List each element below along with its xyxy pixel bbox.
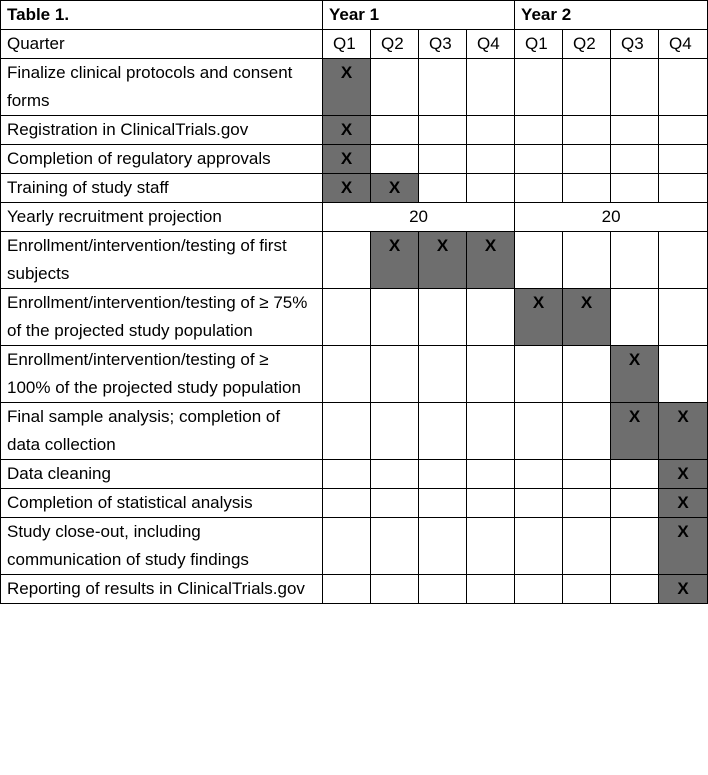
empty-cell: [563, 403, 611, 460]
scheduled-mark: X: [419, 232, 467, 289]
empty-cell: [611, 59, 659, 116]
task-label: Enrollment/intervention/testing of ≥ 75% of the projected study population: [1, 289, 323, 346]
empty-cell: [515, 116, 563, 145]
empty-cell: [467, 145, 515, 174]
empty-cell: [371, 59, 419, 116]
empty-cell: [371, 289, 419, 346]
table-row: [1, 59, 708, 116]
task-label: Enrollment/intervention/testing of first subjects: [1, 232, 323, 289]
empty-cell: [515, 575, 563, 604]
scheduled-mark: X: [659, 575, 708, 604]
empty-cell: [659, 289, 708, 346]
table-row: [1, 346, 708, 403]
empty-cell: [563, 59, 611, 116]
table-row: [1, 289, 708, 346]
task-label: Reporting of results in ClinicalTrials.gov: [1, 575, 323, 604]
empty-cell: [371, 518, 419, 575]
empty-cell: [659, 116, 708, 145]
quarter-header: Q2: [563, 30, 611, 59]
empty-cell: [371, 346, 419, 403]
empty-cell: [611, 174, 659, 203]
table-row: [1, 145, 708, 174]
quarter-header: Q1: [323, 30, 371, 59]
empty-cell: [419, 59, 467, 116]
scheduled-mark: X: [515, 289, 563, 346]
empty-cell: [515, 59, 563, 116]
quarter-header-row: [1, 30, 708, 59]
task-rows: [1, 59, 708, 604]
empty-cell: [611, 489, 659, 518]
year-1-header: Year 1: [323, 1, 515, 30]
table-row: [1, 489, 708, 518]
recruitment-projection-year-1: 20: [323, 203, 515, 232]
empty-cell: [323, 403, 371, 460]
empty-cell: [563, 489, 611, 518]
empty-cell: [323, 575, 371, 604]
scheduled-mark: X: [563, 289, 611, 346]
empty-cell: [467, 489, 515, 518]
empty-cell: [659, 174, 708, 203]
table-row: [1, 575, 708, 604]
task-label: Final sample analysis; completion of data collection: [1, 403, 323, 460]
task-label: Study close-out, including communication of study findings: [1, 518, 323, 575]
task-label: Data cleaning: [1, 460, 323, 489]
task-label: Completion of regulatory approvals: [1, 145, 323, 174]
empty-cell: [611, 575, 659, 604]
quarter-header: Q4: [659, 30, 708, 59]
year-header-row: [1, 1, 708, 30]
empty-cell: [371, 575, 419, 604]
scheduled-mark: X: [659, 460, 708, 489]
empty-cell: [419, 346, 467, 403]
task-label: Completion of statistical analysis: [1, 489, 323, 518]
empty-cell: [467, 346, 515, 403]
task-label: Yearly recruitment projection: [1, 203, 323, 232]
year-2-header: Year 2: [515, 1, 708, 30]
quarter-header: Q2: [371, 30, 419, 59]
scheduled-mark: X: [659, 489, 708, 518]
quarter-header: Q3: [419, 30, 467, 59]
empty-cell: [323, 289, 371, 346]
empty-cell: [467, 403, 515, 460]
table-row: [1, 203, 708, 232]
empty-cell: [563, 232, 611, 289]
empty-cell: [419, 116, 467, 145]
quarter-header: Q4: [467, 30, 515, 59]
empty-cell: [419, 403, 467, 460]
empty-cell: [419, 575, 467, 604]
task-label: Enrollment/intervention/testing of ≥ 100% of the projected study population: [1, 346, 323, 403]
empty-cell: [515, 460, 563, 489]
empty-cell: [467, 116, 515, 145]
empty-cell: [563, 460, 611, 489]
empty-cell: [611, 518, 659, 575]
empty-cell: [323, 346, 371, 403]
empty-cell: [467, 575, 515, 604]
empty-cell: [467, 174, 515, 203]
empty-cell: [323, 518, 371, 575]
table-row: [1, 174, 708, 203]
empty-cell: [515, 174, 563, 203]
task-label: Finalize clinical protocols and consent forms: [1, 59, 323, 116]
empty-cell: [515, 403, 563, 460]
empty-cell: [419, 145, 467, 174]
scheduled-mark: X: [611, 346, 659, 403]
empty-cell: [563, 174, 611, 203]
empty-cell: [419, 174, 467, 203]
empty-cell: [611, 460, 659, 489]
empty-cell: [371, 460, 419, 489]
empty-cell: [371, 489, 419, 518]
table-row: [1, 518, 708, 575]
scheduled-mark: X: [323, 145, 371, 174]
empty-cell: [611, 116, 659, 145]
empty-cell: [323, 232, 371, 289]
empty-cell: [563, 346, 611, 403]
empty-cell: [467, 518, 515, 575]
empty-cell: [467, 460, 515, 489]
empty-cell: [659, 232, 708, 289]
empty-cell: [563, 575, 611, 604]
scheduled-mark: X: [371, 174, 419, 203]
scheduled-mark: X: [323, 174, 371, 203]
scheduled-mark: X: [371, 232, 419, 289]
empty-cell: [563, 518, 611, 575]
empty-cell: [419, 518, 467, 575]
empty-cell: [515, 489, 563, 518]
empty-cell: [611, 232, 659, 289]
recruitment-projection-year-2: 20: [515, 203, 708, 232]
table-title: Table 1.: [1, 1, 323, 30]
scheduled-mark: X: [323, 59, 371, 116]
empty-cell: [419, 289, 467, 346]
empty-cell: [515, 346, 563, 403]
empty-cell: [371, 145, 419, 174]
table-row: [1, 403, 708, 460]
quarter-label: Quarter: [1, 30, 323, 59]
empty-cell: [467, 289, 515, 346]
empty-cell: [515, 232, 563, 289]
empty-cell: [515, 145, 563, 174]
empty-cell: [611, 145, 659, 174]
empty-cell: [659, 59, 708, 116]
empty-cell: [515, 518, 563, 575]
empty-cell: [659, 346, 708, 403]
scheduled-mark: X: [659, 403, 708, 460]
empty-cell: [611, 289, 659, 346]
empty-cell: [371, 116, 419, 145]
empty-cell: [419, 460, 467, 489]
task-label: Registration in ClinicalTrials.gov: [1, 116, 323, 145]
table-row: [1, 232, 708, 289]
empty-cell: [563, 145, 611, 174]
scheduled-mark: X: [659, 518, 708, 575]
scheduled-mark: X: [323, 116, 371, 145]
empty-cell: [371, 403, 419, 460]
empty-cell: [563, 116, 611, 145]
task-label: Training of study staff: [1, 174, 323, 203]
empty-cell: [467, 59, 515, 116]
quarter-header: Q1: [515, 30, 563, 59]
scheduled-mark: X: [467, 232, 515, 289]
table-row: [1, 460, 708, 489]
empty-cell: [323, 489, 371, 518]
scheduled-mark: X: [611, 403, 659, 460]
quarter-header: Q3: [611, 30, 659, 59]
empty-cell: [659, 145, 708, 174]
empty-cell: [323, 460, 371, 489]
empty-cell: [419, 489, 467, 518]
table-row: [1, 116, 708, 145]
